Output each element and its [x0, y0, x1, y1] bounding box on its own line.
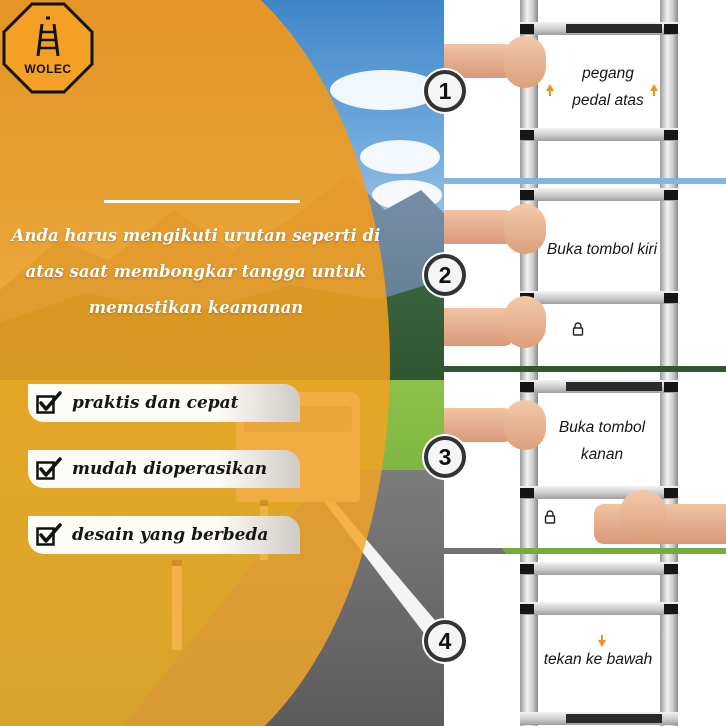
- step-panel-1: [444, 0, 726, 178]
- checkbox-icon: [36, 457, 62, 481]
- step-text-line: tekan ke bawah: [543, 651, 653, 668]
- step-instruction: [528, 646, 668, 673]
- step-panel-3: [444, 372, 726, 548]
- feature-item: [28, 450, 300, 488]
- ladder-logo-icon: [2, 2, 94, 94]
- rung-label: [566, 382, 662, 391]
- step-instruction: [542, 414, 662, 468]
- step-text-line: Buka tombol: [558, 419, 646, 436]
- feature-item: [28, 516, 300, 554]
- hand: [504, 36, 546, 88]
- feature-label: desain yang berbeda: [72, 525, 269, 545]
- ladder-rail: [520, 554, 538, 726]
- rung-cap: [520, 604, 534, 614]
- rung-cap: [664, 190, 678, 200]
- hand: [504, 400, 546, 450]
- rung-cap: [520, 382, 534, 392]
- ladder-rail: [520, 372, 538, 548]
- rung-cap: [520, 564, 534, 574]
- step-number-1: 1: [424, 70, 466, 112]
- rung-cap: [664, 130, 678, 140]
- feature-item: [28, 384, 300, 422]
- headline-line-2: atas saat membongkar tangga untuk: [25, 262, 367, 281]
- rung-cap: [520, 24, 534, 34]
- hand: [504, 204, 546, 254]
- rung-cap: [664, 24, 678, 34]
- ladder-rail: [660, 554, 678, 726]
- feature-label: praktis dan cepat: [72, 393, 239, 413]
- step-panel-4: [444, 554, 726, 726]
- feature-label: mudah dioperasikan: [72, 459, 268, 479]
- rung-cap: [664, 488, 678, 498]
- headline-rule: [104, 200, 300, 203]
- rung-label: [566, 714, 662, 723]
- step-number-4: 4: [424, 620, 466, 662]
- ladder-rung: [520, 128, 678, 141]
- ladder-rail: [660, 184, 678, 366]
- ladder-rung: [520, 291, 678, 304]
- step-instruction: [542, 236, 662, 263]
- rung-cap: [520, 130, 534, 140]
- headline-line-1: Anda harus mengikuti urutan seperti di: [11, 226, 381, 245]
- brand-name: WOLEC: [24, 62, 72, 76]
- step-text-line: pegang: [582, 65, 634, 82]
- rung-cap: [520, 190, 534, 200]
- step-number-2: 2: [424, 254, 466, 296]
- step-number-3: 3: [424, 436, 466, 478]
- checkbox-icon: [36, 391, 62, 415]
- step-text-line: pedal atas: [572, 92, 644, 109]
- lock-icon: [544, 510, 556, 524]
- rung-cap: [664, 564, 678, 574]
- lock-icon: [572, 322, 584, 336]
- brand-logo: [2, 2, 94, 94]
- rung-cap: [520, 488, 534, 498]
- step-text-line: kanan: [580, 446, 624, 463]
- ladder-rung: [520, 602, 678, 615]
- cloud: [360, 140, 440, 174]
- thumb-hand: [620, 490, 666, 538]
- step-text-line: Buka tombol kiri: [546, 241, 658, 258]
- rung-cap: [664, 604, 678, 614]
- ladder-rung: [520, 188, 678, 201]
- headline-line-3: memastikan keamanan: [88, 298, 304, 317]
- rung-label: [566, 24, 662, 33]
- step-panel-2: [444, 184, 726, 366]
- step-instruction: [548, 60, 668, 114]
- ladder-rung: [520, 562, 678, 575]
- thumb-hand: [504, 296, 546, 348]
- checkbox-icon: [36, 523, 62, 547]
- rung-cap: [664, 293, 678, 303]
- rung-cap: [664, 382, 678, 392]
